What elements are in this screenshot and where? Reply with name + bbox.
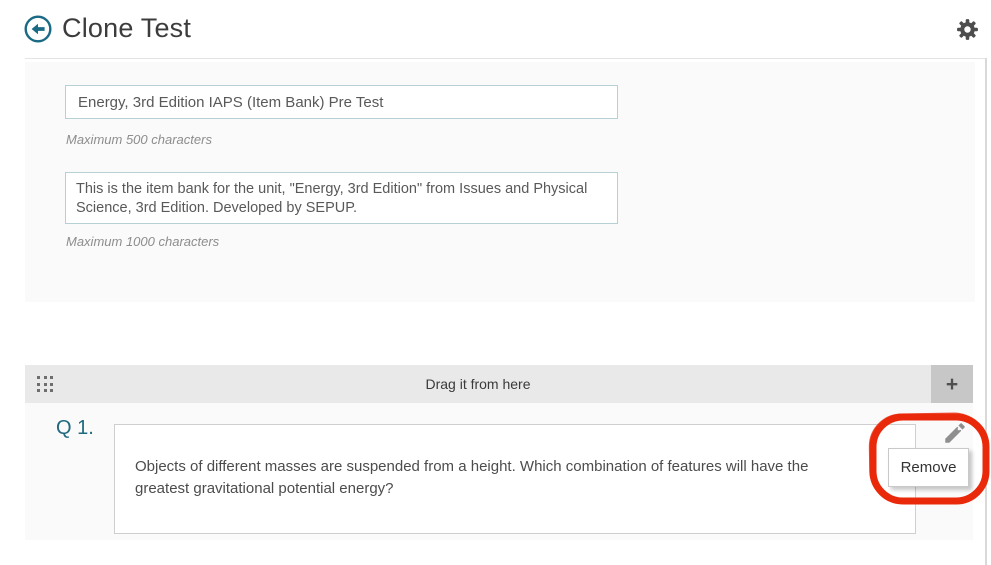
remove-question-button[interactable]: [888, 448, 969, 487]
scrollbar[interactable]: [985, 58, 987, 565]
question-drag-bar: [25, 365, 973, 403]
header-divider: [25, 58, 985, 59]
settings-button[interactable]: [955, 17, 980, 42]
test-title-input[interactable]: [65, 85, 618, 119]
test-details-panel: [25, 62, 975, 302]
question-number-label: Q 1.: [56, 417, 94, 439]
question-text: Objects of different masses are suspended from a height. Which combination of features will have the greatest gravitational potential energy?: [135, 458, 809, 497]
title-max-chars-hint: Maximum 500 characters: [66, 132, 212, 147]
plus-icon: +: [945, 372, 959, 396]
drag-bar-label: Drag it from here: [425, 376, 531, 392]
pencil-icon: [942, 420, 968, 446]
back-button[interactable]: [24, 15, 52, 43]
add-question-button[interactable]: [931, 365, 973, 403]
question-box[interactable]: [114, 424, 916, 534]
remove-button-label: Remove: [900, 459, 957, 476]
back-arrow-icon: [24, 15, 52, 43]
page-title: Clone Test: [62, 13, 192, 43]
description-max-chars-hint: Maximum 1000 characters: [66, 234, 220, 249]
edit-question-button[interactable]: [942, 420, 968, 446]
test-description-textarea[interactable]: [65, 172, 618, 224]
gear-icon: [955, 17, 980, 42]
